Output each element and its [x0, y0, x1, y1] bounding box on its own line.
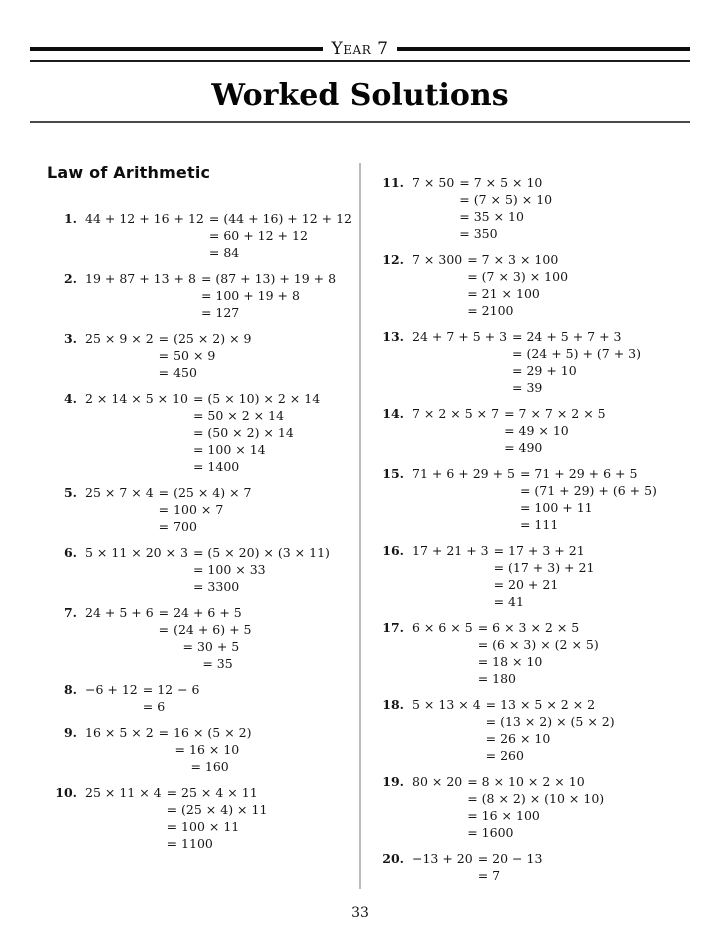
- worked-solution-problem: [361, 251, 693, 319]
- problem-number: 6.: [63, 545, 77, 560]
- worked-solution-problem: [361, 619, 693, 687]
- equation-rhs: = 490: [504, 440, 543, 455]
- worked-solution-problem: [361, 405, 693, 456]
- equation-line: [85, 210, 352, 227]
- equation-line: [412, 422, 606, 439]
- equation-rhs: = 1100: [166, 836, 213, 851]
- problem-number: 16.: [382, 543, 404, 558]
- equation-lhs: [412, 713, 481, 730]
- equation-line: [412, 807, 604, 824]
- problems-right: [361, 174, 693, 884]
- equation-rhs: = (5 × 20) × (3 × 11): [192, 545, 330, 560]
- equation-rhs: = 1400: [192, 459, 240, 474]
- equation-line: [85, 304, 336, 321]
- equation-line: [412, 345, 641, 362]
- equation-lhs: [85, 227, 204, 244]
- problem-number: 11.: [382, 175, 404, 190]
- equation-lhs: [412, 653, 473, 670]
- equation-steps: [85, 210, 352, 261]
- equation-line: [412, 191, 552, 208]
- equation-line: [85, 518, 252, 535]
- equation-line: [412, 696, 615, 713]
- worked-solution-problem: [30, 210, 358, 261]
- problem-number: 9.: [63, 725, 77, 740]
- worked-solution-problem: [30, 544, 358, 595]
- equation-rhs: = (8 × 2) × (10 × 10): [467, 791, 605, 806]
- equation-rhs: = 13 × 5 × 2 × 2: [485, 697, 596, 712]
- equation-line: [85, 578, 330, 595]
- equation-lhs: [85, 501, 154, 518]
- equation-lhs: 71 + 6 + 29 + 5: [412, 466, 515, 481]
- equation-rhs: = (25 × 4) × 7: [158, 485, 252, 500]
- equation-lhs: [412, 302, 462, 319]
- worked-solution-problem: [30, 270, 358, 321]
- equation-rhs: = 17 + 3 + 21: [493, 543, 585, 558]
- equation-line: [412, 379, 641, 396]
- equation-lhs: 25 × 9 × 2: [85, 331, 154, 346]
- equation-rhs: = 24 + 6 + 5: [158, 605, 242, 620]
- equation-rhs: = 20 + 21: [493, 577, 559, 592]
- equation-line: [412, 362, 641, 379]
- equation-rhs: = (24 + 5) + (7 + 3): [512, 346, 642, 361]
- equation-lhs: [85, 287, 196, 304]
- equation-lhs: [85, 655, 154, 672]
- equation-lhs: 6 × 6 × 5: [412, 620, 473, 635]
- equation-line: [85, 330, 252, 347]
- equation-line: [85, 741, 252, 758]
- equation-rhs: = (5 × 10) × 2 × 14: [192, 391, 321, 406]
- equation-lhs: −6 + 12: [85, 682, 138, 697]
- equation-line: [412, 636, 599, 653]
- equation-rhs: = 71 + 29 + 6 + 5: [519, 466, 638, 481]
- banner-rule-left: [30, 47, 323, 51]
- equation-line: [85, 458, 320, 475]
- equation-line: [85, 604, 252, 621]
- equation-rhs: = 127: [200, 305, 240, 320]
- equation-lhs: 7 × 2 × 5 × 7: [412, 406, 500, 421]
- equation-lhs: [85, 347, 154, 364]
- worked-solution-problem: [30, 724, 358, 775]
- equation-lhs: [412, 636, 473, 653]
- equation-lhs: [412, 482, 515, 499]
- equation-rhs: = 100 × 11: [166, 819, 240, 834]
- equation-line: [412, 747, 615, 764]
- page-number: 33: [351, 905, 369, 921]
- equation-lhs: [85, 364, 154, 381]
- equation-rhs: = 35: [158, 656, 233, 671]
- equation-steps: [412, 696, 615, 764]
- equation-steps: [412, 465, 657, 533]
- equation-steps: [85, 330, 252, 381]
- equation-lhs: [85, 578, 188, 595]
- equation-line: [85, 561, 330, 578]
- equation-steps: [412, 773, 604, 841]
- equation-line: [85, 407, 320, 424]
- equation-steps: [85, 484, 252, 535]
- equation-rhs: = 12 − 6: [142, 682, 200, 697]
- worked-solution-problem: [30, 681, 358, 715]
- problem-number: 12.: [382, 252, 404, 267]
- equation-rhs: = (25 × 4) × 11: [166, 802, 268, 817]
- equation-rhs: = 100 + 11: [519, 500, 593, 515]
- equation-lhs: 44 + 12 + 16 + 12: [85, 211, 204, 226]
- equation-line: [412, 516, 657, 533]
- equation-rhs: = 160: [158, 759, 229, 774]
- problems-left: [30, 210, 358, 852]
- equation-steps: [412, 328, 641, 396]
- equation-line: [412, 405, 606, 422]
- equation-rhs: = 20 − 13: [477, 851, 543, 866]
- equation-line: [412, 328, 641, 345]
- equation-line: [85, 501, 252, 518]
- equation-rhs: = (13 × 2) × (5 × 2): [485, 714, 615, 729]
- equation-rhs: = 26 × 10: [485, 731, 551, 746]
- equation-line: [412, 670, 599, 687]
- problem-number: 5.: [63, 485, 77, 500]
- equation-lhs: [85, 621, 154, 638]
- equation-line: [85, 681, 200, 698]
- equation-rhs: = 260: [485, 748, 524, 763]
- equation-lhs: [85, 835, 162, 852]
- equation-lhs: [85, 424, 188, 441]
- equation-rhs: = (7 × 3) × 100: [467, 269, 569, 284]
- equation-line: [412, 439, 606, 456]
- equation-lhs: [412, 191, 454, 208]
- equation-line: [85, 244, 352, 261]
- equation-lhs: [412, 285, 462, 302]
- equation-rhs: = 7 × 5 × 10: [459, 175, 543, 190]
- equation-lhs: 7 × 50: [412, 175, 455, 190]
- worked-solution-problem: [361, 696, 693, 764]
- equation-line: [412, 251, 568, 268]
- equation-rhs: = 25 × 4 × 11: [166, 785, 258, 800]
- equation-lhs: [412, 576, 489, 593]
- year-label: Year 7: [331, 39, 389, 59]
- equation-lhs: [412, 268, 462, 285]
- equation-lhs: [412, 559, 489, 576]
- problem-number: 8.: [63, 682, 77, 697]
- equation-rhs: = 3300: [192, 579, 240, 594]
- equation-rhs: = 84: [208, 245, 240, 260]
- equation-lhs: [412, 379, 507, 396]
- equation-line: [412, 824, 604, 841]
- equation-rhs: = 21 × 100: [467, 286, 540, 301]
- worked-solution-problem: [361, 850, 693, 884]
- worked-solution-problem: [30, 604, 358, 672]
- equation-lhs: 2 × 14 × 5 × 10: [85, 391, 188, 406]
- equation-rhs: = (25 × 2) × 9: [158, 331, 252, 346]
- equation-rhs: = (24 + 6) + 5: [158, 622, 252, 637]
- equation-line: [412, 576, 594, 593]
- equation-steps: [85, 724, 252, 775]
- equation-line: [412, 773, 604, 790]
- problem-number: 17.: [382, 620, 404, 635]
- equation-rhs: = (44 + 16) + 12 + 12: [208, 211, 352, 226]
- equation-rhs: = (71 + 29) + (6 + 5): [519, 483, 657, 498]
- equation-steps: [85, 390, 320, 475]
- equation-line: [85, 227, 352, 244]
- equation-lhs: [412, 422, 499, 439]
- equation-line: [85, 347, 252, 364]
- equation-lhs: 5 × 13 × 4: [412, 697, 481, 712]
- equation-line: [85, 784, 267, 801]
- problem-number: 1.: [63, 211, 77, 226]
- equation-steps: [412, 251, 568, 319]
- equation-lhs: [85, 458, 188, 475]
- equation-line: [412, 268, 568, 285]
- equation-rhs: = 50 × 2 × 14: [192, 408, 285, 423]
- problem-number: 10.: [55, 785, 77, 800]
- equation-line: [412, 302, 568, 319]
- equation-rhs: = 7 × 7 × 2 × 5: [504, 406, 606, 421]
- equation-rhs: = 7 × 3 × 100: [467, 252, 559, 267]
- equation-line: [412, 730, 615, 747]
- worked-solution-problem: [30, 330, 358, 381]
- equation-lhs: 5 × 11 × 20 × 3: [85, 545, 188, 560]
- equation-lhs: [85, 758, 154, 775]
- equation-lhs: [85, 741, 154, 758]
- equation-line: [412, 465, 657, 482]
- equation-lhs: [85, 801, 162, 818]
- equation-line: [412, 482, 657, 499]
- equation-line: [85, 724, 252, 741]
- equation-line: [85, 364, 252, 381]
- equation-rhs: = 2100: [467, 303, 514, 318]
- equation-rhs: = 18 × 10: [477, 654, 543, 669]
- equation-line: [85, 390, 320, 407]
- equation-rhs: = 100 + 19 + 8: [200, 288, 300, 303]
- equation-lhs: [85, 244, 204, 261]
- equation-line: [412, 790, 604, 807]
- equation-lhs: 24 + 7 + 5 + 3: [412, 329, 508, 344]
- equation-line: [85, 441, 320, 458]
- worked-solution-problem: [361, 465, 693, 533]
- equation-line: [412, 713, 615, 730]
- equation-lhs: [412, 867, 473, 884]
- equation-line: [85, 544, 330, 561]
- equation-line: [85, 424, 320, 441]
- equation-lhs: [412, 593, 489, 610]
- equation-lhs: [412, 730, 481, 747]
- equation-rhs: = 1600: [467, 825, 514, 840]
- equation-line: [85, 835, 267, 852]
- equation-line: [412, 867, 542, 884]
- equation-line: [85, 621, 252, 638]
- equation-lhs: 17 + 21 + 3: [412, 543, 489, 558]
- equation-rhs: = (6 × 3) × (2 × 5): [477, 637, 599, 652]
- right-column: [361, 174, 693, 893]
- equation-line: [412, 850, 542, 867]
- equation-lhs: [85, 698, 138, 715]
- equation-rhs: = 700: [158, 519, 197, 534]
- problem-number: 2.: [63, 271, 77, 286]
- equation-line: [85, 484, 252, 501]
- equation-lhs: [412, 790, 462, 807]
- equation-rhs: = 180: [477, 671, 517, 686]
- equation-steps: [412, 405, 606, 456]
- equation-line: [412, 619, 599, 636]
- equation-rhs: = 50 × 9: [158, 348, 216, 363]
- equation-line: [412, 653, 599, 670]
- equation-lhs: [85, 818, 162, 835]
- equation-line: [85, 818, 267, 835]
- problem-number: 15.: [382, 466, 404, 481]
- equation-lhs: 16 × 5 × 2: [85, 725, 154, 740]
- equation-line: [85, 758, 252, 775]
- equation-rhs: = 30 + 5: [158, 639, 240, 654]
- equation-rhs: = 35 × 10: [459, 209, 524, 224]
- equation-steps: [412, 174, 552, 242]
- equation-line: [85, 270, 336, 287]
- equation-steps: [85, 604, 252, 672]
- equation-lhs: 25 × 7 × 4: [85, 485, 154, 500]
- equation-lhs: [85, 638, 154, 655]
- equation-line: [85, 801, 267, 818]
- equation-lhs: [85, 561, 188, 578]
- worked-solution-problem: [30, 484, 358, 535]
- worked-solution-problem: [361, 773, 693, 841]
- equation-line: [85, 638, 252, 655]
- equation-line: [412, 285, 568, 302]
- equation-rhs: = 60 + 12 + 12: [208, 228, 308, 243]
- equation-line: [412, 499, 657, 516]
- equation-rhs: = 41: [493, 594, 524, 609]
- page-title: Worked Solutions: [211, 78, 509, 113]
- section-title: Law of Arithmetic: [47, 163, 211, 182]
- worked-solution-problem: [30, 784, 358, 852]
- equation-lhs: 80 × 20: [412, 774, 463, 789]
- equation-lhs: [412, 345, 507, 362]
- equation-lhs: 7 × 300: [412, 252, 463, 267]
- problem-number: 7.: [63, 605, 77, 620]
- worked-solution-problem: [361, 542, 693, 610]
- problem-number: 13.: [382, 329, 404, 344]
- equation-line: [412, 225, 552, 242]
- equation-rhs: = (87 + 13) + 19 + 8: [200, 271, 337, 286]
- banner-rule-right: [397, 47, 690, 51]
- equation-line: [412, 559, 594, 576]
- equation-lhs: −13 + 20: [412, 851, 473, 866]
- equation-rhs: = 16 × 100: [467, 808, 540, 823]
- equation-rhs: = 7: [477, 868, 501, 883]
- equation-line: [412, 208, 552, 225]
- equation-lhs: [412, 516, 515, 533]
- header-thin-rule: [30, 60, 690, 62]
- equation-rhs: = 450: [158, 365, 197, 380]
- equation-lhs: [412, 499, 515, 516]
- worked-solution-problem: [361, 174, 693, 242]
- equation-steps: [412, 619, 599, 687]
- equation-rhs: = 8 × 10 × 2 × 10: [467, 774, 585, 789]
- problem-number: 3.: [63, 331, 77, 346]
- equation-steps: [85, 544, 330, 595]
- equation-rhs: = 24 + 5 + 7 + 3: [512, 329, 622, 344]
- equation-lhs: [412, 362, 507, 379]
- equation-lhs: [412, 439, 499, 456]
- worked-solution-problem: [30, 390, 358, 475]
- equation-steps: [85, 784, 267, 852]
- equation-lhs: [412, 670, 473, 687]
- equation-line: [412, 542, 594, 559]
- equation-rhs: = 16 × (5 × 2): [158, 725, 252, 740]
- equation-line: [412, 174, 552, 191]
- equation-lhs: [412, 225, 454, 242]
- equation-rhs: = 29 + 10: [512, 363, 577, 378]
- equation-rhs: = 100 × 7: [158, 502, 224, 517]
- equation-lhs: 25 × 11 × 4: [85, 785, 162, 800]
- equation-line: [85, 655, 252, 672]
- equation-rhs: = 100 × 14: [192, 442, 266, 457]
- equation-lhs: [85, 407, 188, 424]
- equation-rhs: = 111: [519, 517, 559, 532]
- equation-rhs: = (7 × 5) × 10: [459, 192, 553, 207]
- equation-rhs: = 6 × 3 × 2 × 5: [477, 620, 580, 635]
- equation-rhs: = 49 × 10: [504, 423, 569, 438]
- equation-rhs: = 39: [512, 380, 543, 395]
- equation-lhs: [85, 518, 154, 535]
- equation-lhs: 24 + 5 + 6: [85, 605, 154, 620]
- equation-steps: [85, 681, 200, 715]
- title-underline-rule: [30, 121, 690, 123]
- equation-line: [85, 698, 200, 715]
- left-column: [30, 164, 358, 861]
- year-banner: [30, 39, 690, 59]
- problem-number: 14.: [382, 406, 404, 421]
- equation-steps: [412, 542, 594, 610]
- equation-rhs: = 350: [459, 226, 498, 241]
- equation-rhs: = (17 + 3) + 21: [493, 560, 595, 575]
- equation-line: [85, 287, 336, 304]
- worked-solution-problem: [361, 328, 693, 396]
- equation-lhs: [412, 208, 454, 225]
- problem-number: 20.: [382, 851, 404, 866]
- equation-lhs: [412, 824, 462, 841]
- equation-lhs: 19 + 87 + 13 + 8: [85, 271, 196, 286]
- problem-number: 4.: [63, 391, 77, 406]
- equation-rhs: = 100 × 33: [192, 562, 266, 577]
- equation-lhs: [85, 441, 188, 458]
- equation-rhs: = (50 × 2) × 14: [192, 425, 294, 440]
- equation-rhs: = 16 × 10: [158, 742, 240, 757]
- equation-line: [412, 593, 594, 610]
- equation-rhs: = 6: [142, 699, 166, 714]
- equation-lhs: [85, 304, 196, 321]
- equation-steps: [412, 850, 542, 884]
- equation-lhs: [412, 747, 481, 764]
- equation-steps: [85, 270, 336, 321]
- problem-number: 19.: [382, 774, 404, 789]
- problem-number: 18.: [382, 697, 404, 712]
- equation-lhs: [412, 807, 462, 824]
